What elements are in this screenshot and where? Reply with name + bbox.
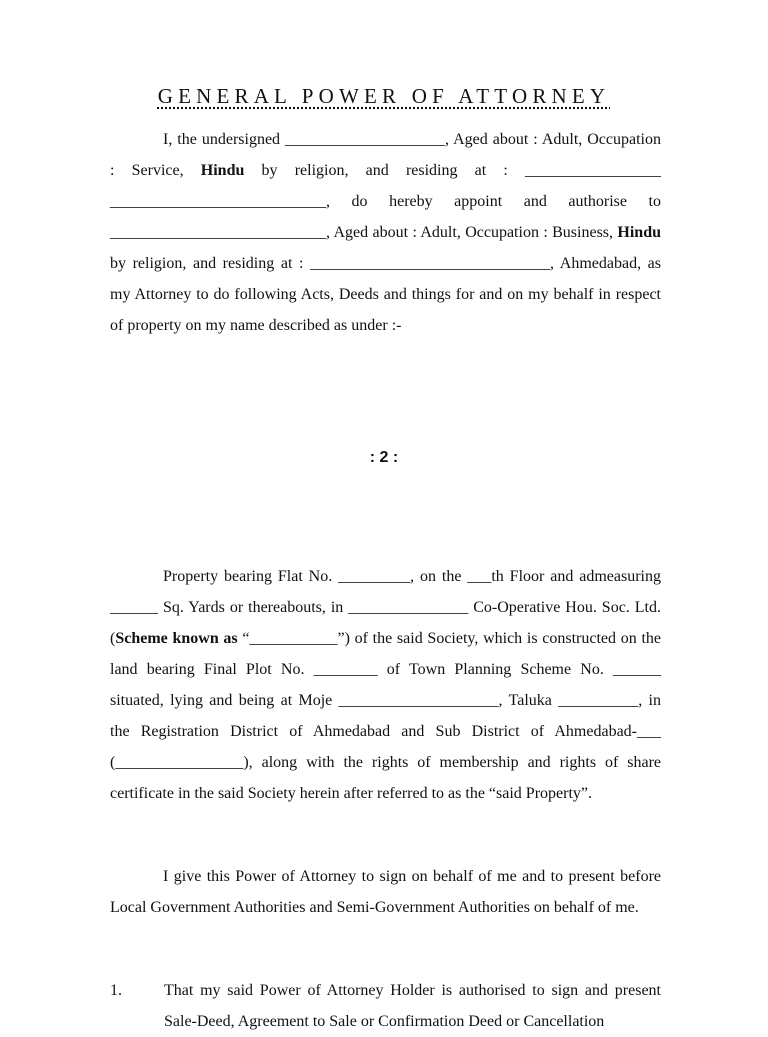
clause-1: [110, 975, 661, 1037]
authority-paragraph: [110, 861, 661, 923]
property-bold-1: Scheme known as: [115, 630, 238, 647]
intro-paragraph: [110, 124, 661, 341]
clause-1-number: 1.: [110, 982, 122, 999]
property-paragraph: [110, 561, 661, 809]
intro-text-2: by religion, and residing at : _________________ ___________________________, do hereby appoint and authorise to ___________________________, Aged about : Adult, Occupation : Business,: [110, 162, 662, 241]
authority-text: I give this Power of Attorney to sign on behalf of me and to present before Local Government Authorities and Semi-Government Authorities on behalf of me.: [110, 868, 661, 916]
intro-text-3: by religion, and residing at : ______________________________, Ahmedabad, as my Attorney to do following Acts, Deeds and things for and on my behalf in respect of property on my name described as under :-: [110, 255, 661, 334]
intro-bold-1: Hindu: [200, 162, 245, 179]
property-text-1: Property bearing Flat No. _________, on the ___th Floor and admeasuring ______ Sq. Yards or thereabouts, in _______________ Co-Operative Hou. Soc. Ltd. (: [110, 568, 661, 647]
clause-1-text: That my said Power of Attorney Holder is authorised to sign and present Sale-Deed, Agreement to Sale or Confirmation Deed or Cancellation: [164, 982, 661, 1030]
intro-text-1: I, the undersigned ____________________, Aged about : Adult, Occupation : Service,: [110, 131, 661, 179]
page-number-marker: : 2 :: [369, 449, 399, 466]
intro-bold-2: Hindu: [617, 224, 661, 241]
property-text-2: “___________”) of the said Society, which is constructed on the land bearing Final Plot No. ________ of Town Planning Scheme No. ______ situated, lying and being at Moje ____________________, Taluka __________, in the Registration District of Ahmedabad and Sub District of Ahmedabad-___ (________________), along with the rights of membership and rights of share certificate in the said Society herein after referred to as the “said Property”.: [110, 630, 662, 802]
document-title: GENERAL POWER OF ATTORNEY: [157, 84, 611, 108]
